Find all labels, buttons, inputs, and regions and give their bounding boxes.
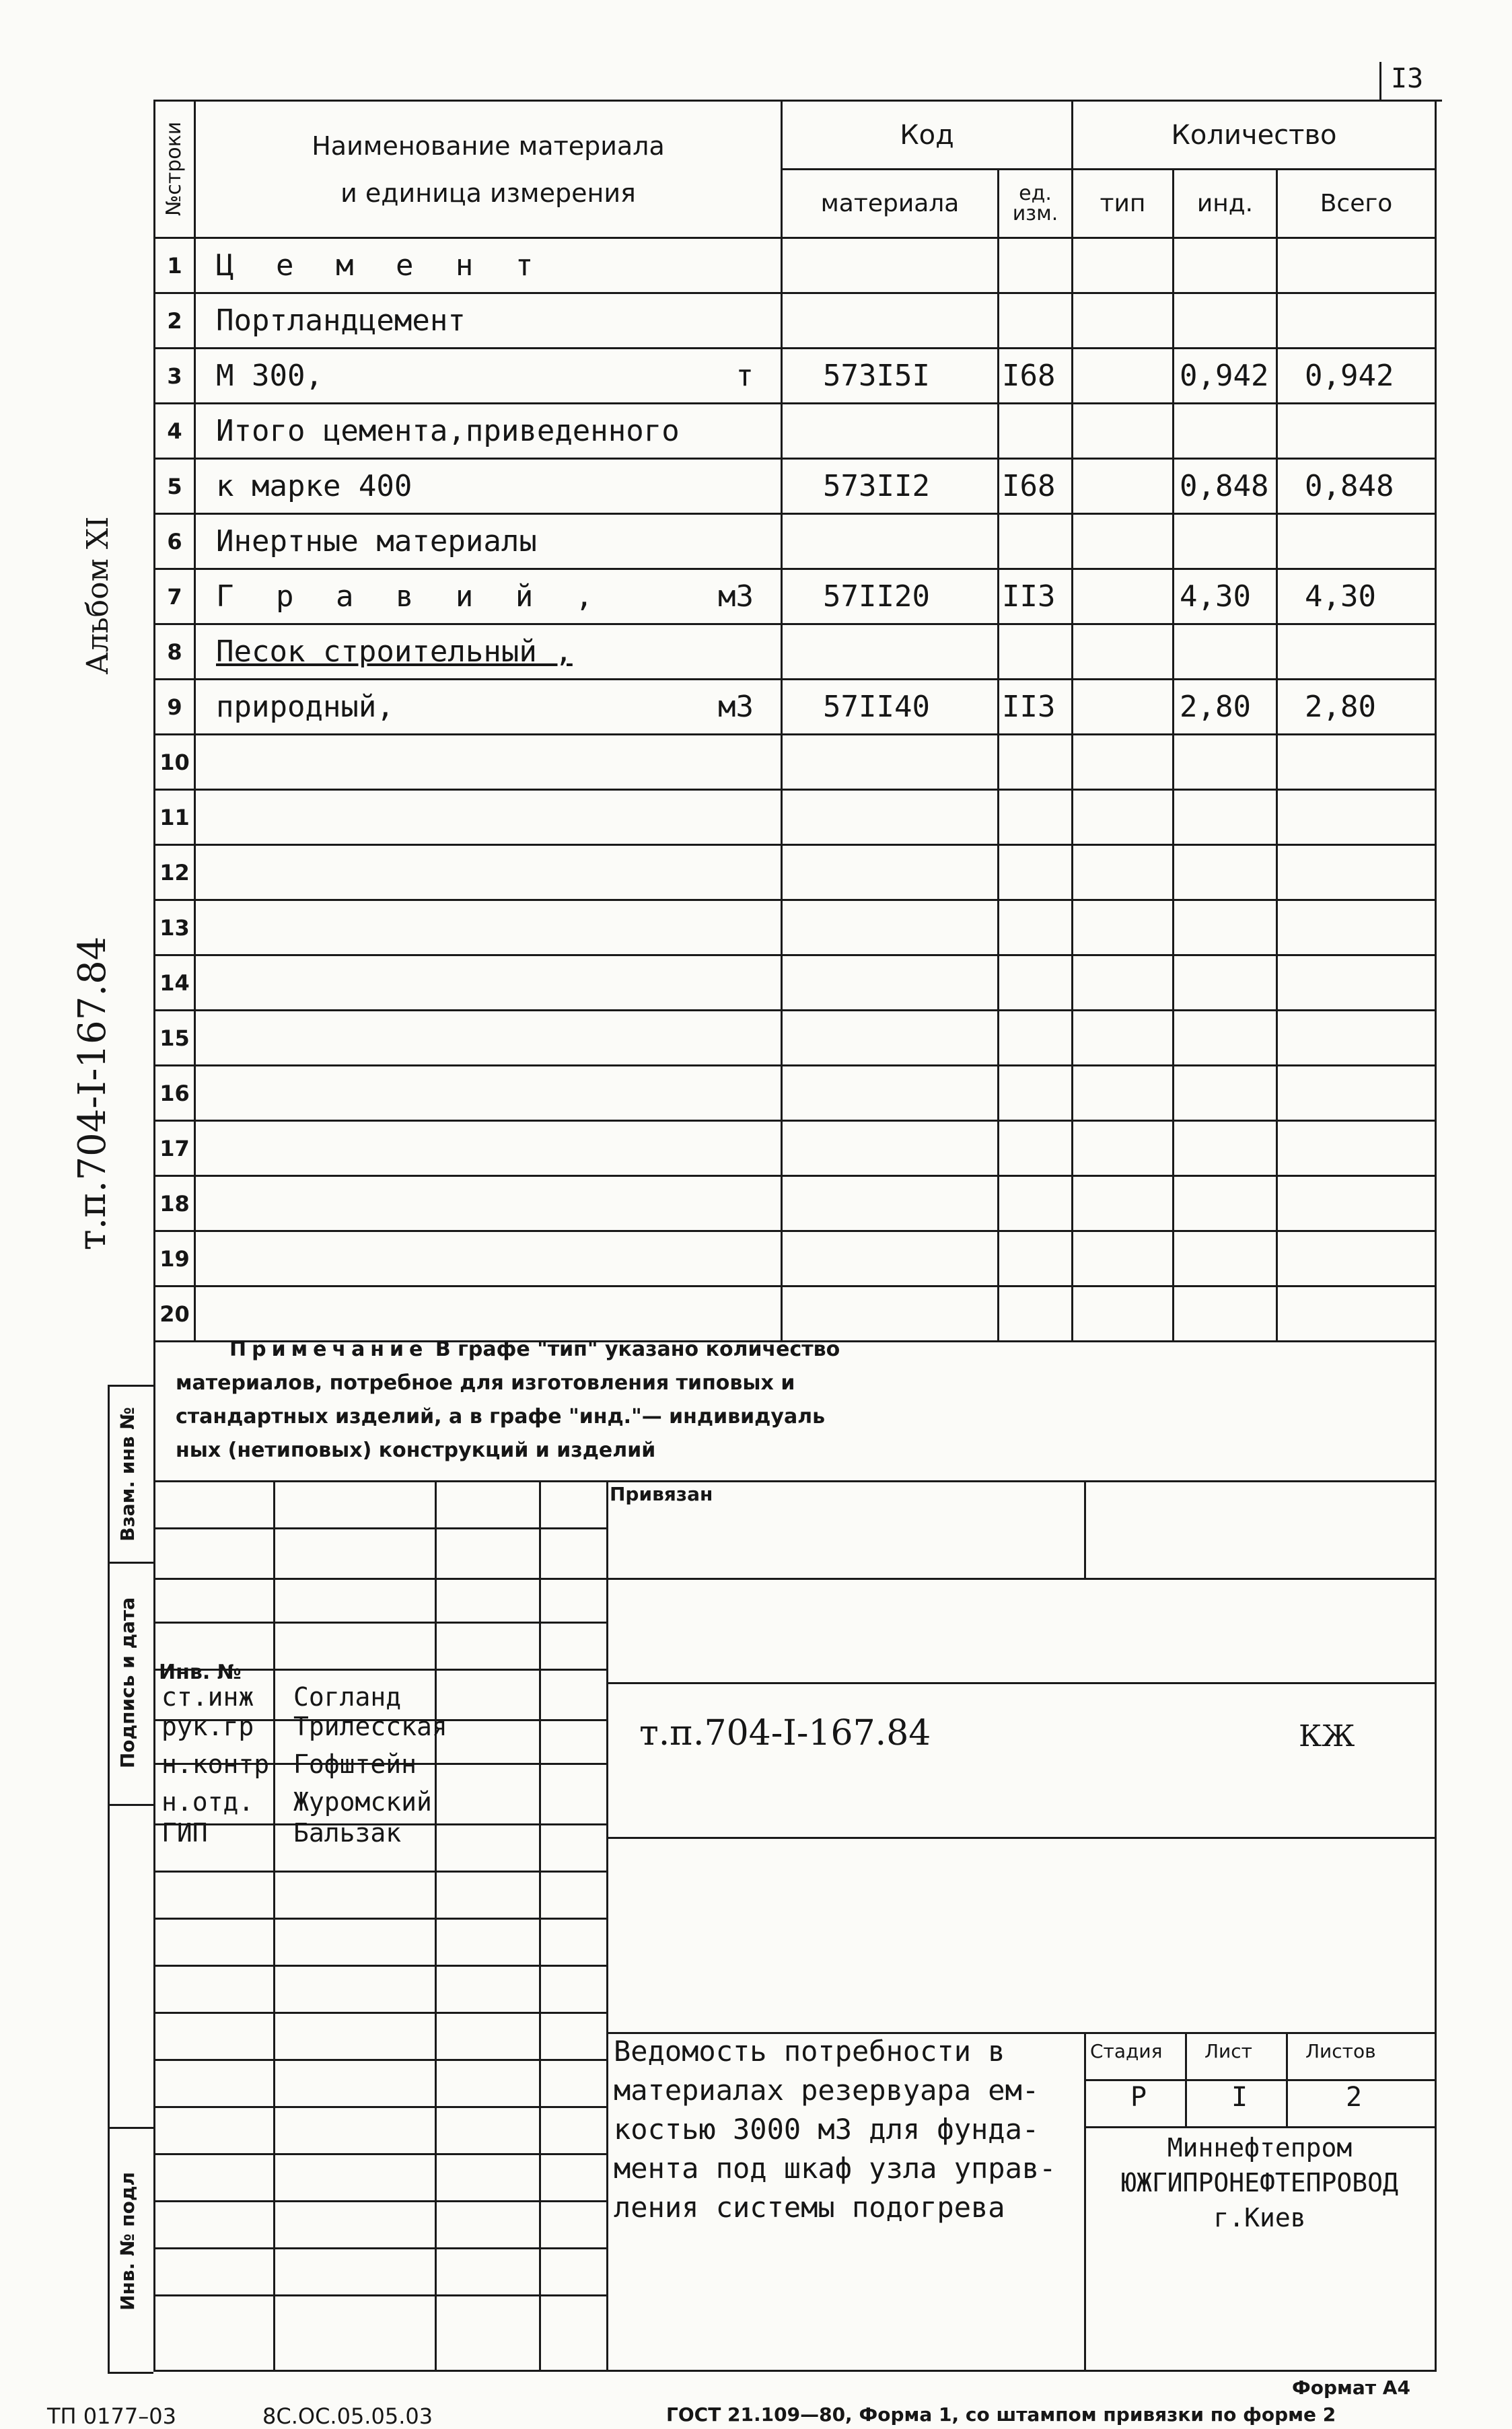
row-code: 57II40 (782, 680, 999, 735)
table-row (155, 624, 1436, 680)
header-unit: ед. изм. (999, 170, 1073, 238)
row-name (195, 900, 782, 955)
row-number: 3 (155, 349, 195, 404)
row-total (1277, 1231, 1436, 1286)
stamp-role: рук.гр (161, 1712, 254, 1741)
row-ind: 2,80 (1174, 680, 1277, 735)
row-code (782, 624, 999, 680)
row-total: 0,942 (1277, 349, 1436, 404)
row-total (1277, 404, 1436, 459)
row-type (1073, 1066, 1174, 1121)
row-type (1073, 1176, 1174, 1231)
stamp-signer-name: Трилесская (293, 1712, 447, 1741)
row-type (1073, 790, 1174, 845)
row-name: Инертные материалы (195, 514, 782, 569)
header-material: материала (782, 170, 999, 238)
stage-label: Стадия (1090, 2040, 1163, 2062)
row-unit-code: II3 (999, 680, 1073, 735)
row-ind (1174, 845, 1277, 900)
stamp-role: ст.инж (161, 1682, 254, 1712)
row-name (195, 1121, 782, 1176)
row-number: 19 (155, 1231, 195, 1286)
row-type (1073, 293, 1174, 349)
row-name (195, 1176, 782, 1231)
row-total: 2,80 (1277, 680, 1436, 735)
table-row (155, 790, 1436, 845)
side-fields (108, 1385, 153, 2374)
page-number: I3 (1391, 63, 1424, 94)
footer-mid-code: 8С.ОС.05.05.03 (262, 2403, 433, 2429)
row-code (782, 293, 999, 349)
row-code (782, 955, 999, 1011)
row-number: 6 (155, 514, 195, 569)
field-podpis: Подпись и дата (116, 1597, 139, 1769)
row-code (782, 238, 999, 293)
row-total (1277, 1176, 1436, 1231)
stamp-role: н.отд. (161, 1787, 254, 1817)
row-number: 12 (155, 845, 195, 900)
sheet-label: Лист (1204, 2040, 1252, 2062)
row-number: 13 (155, 900, 195, 955)
header-ind: инд. (1174, 170, 1277, 238)
row-number: 14 (155, 955, 195, 1011)
row-total (1277, 790, 1436, 845)
row-number: 11 (155, 790, 195, 845)
row-type (1073, 845, 1174, 900)
row-type (1073, 349, 1174, 404)
table-row (155, 404, 1436, 459)
row-type (1073, 1011, 1174, 1066)
field-vzam: Взам. инв № (116, 1407, 139, 1542)
row-unit-code (999, 514, 1073, 569)
field-inv-podl: Инв. № подл (116, 2171, 139, 2311)
row-ind (1174, 404, 1277, 459)
row-name: природный, м3 (195, 680, 782, 735)
row-total (1277, 955, 1436, 1011)
row-number: 7 (155, 569, 195, 624)
stamp-mark: КЖ (1299, 1719, 1355, 1753)
note-box (153, 1331, 1437, 1482)
table-row (155, 459, 1436, 514)
row-number: 18 (155, 1176, 195, 1231)
stamp-role: ГИП (161, 1818, 208, 1848)
row-code (782, 1066, 999, 1121)
sheets-label: Листов (1305, 2040, 1376, 2062)
stamp-signer-name: Согланд (293, 1682, 402, 1712)
row-code (782, 735, 999, 790)
row-name (195, 1066, 782, 1121)
row-unit-code (999, 1066, 1073, 1121)
row-total (1277, 1066, 1436, 1121)
row-unit-code (999, 955, 1073, 1011)
row-ind (1174, 735, 1277, 790)
header-type: тип (1073, 170, 1174, 238)
row-type (1073, 1231, 1174, 1286)
row-unit-code (999, 845, 1073, 900)
row-total (1277, 514, 1436, 569)
footer-gost: ГОСТ 21.109—80, Форма 1, со штампом привязки по форме 2 (666, 2403, 1336, 2426)
row-type (1073, 735, 1174, 790)
side-designation: т.п.704-I-167.84 (71, 936, 114, 1251)
row-type (1073, 900, 1174, 955)
row-code (782, 514, 999, 569)
row-number: 9 (155, 680, 195, 735)
row-type (1073, 1121, 1174, 1176)
stamp-role: н.контр (161, 1749, 270, 1779)
table-row (155, 238, 1436, 293)
row-number: 10 (155, 735, 195, 790)
row-ind (1174, 514, 1277, 569)
note-line1: В графе "тип" указано количество (435, 1338, 840, 1361)
row-code: 573I5I (782, 349, 999, 404)
row-total: 0,848 (1277, 459, 1436, 514)
row-name: Г р а в и й , м3 (195, 569, 782, 624)
stamp (153, 1480, 1437, 2372)
sheet-value: I (1231, 2082, 1248, 2113)
row-ind (1174, 1176, 1277, 1231)
row-ind: 4,30 (1174, 569, 1277, 624)
row-type (1073, 955, 1174, 1011)
row-total (1277, 900, 1436, 955)
inv-no-label: Инв. № (159, 1661, 242, 1684)
row-total: 4,30 (1277, 569, 1436, 624)
table-row (155, 955, 1436, 1011)
row-number: 8 (155, 624, 195, 680)
row-code (782, 790, 999, 845)
stamp-signer-name: Гофштейн (293, 1749, 417, 1779)
row-unit-code (999, 1231, 1073, 1286)
header-quantity: Количество (1073, 101, 1436, 170)
row-unit-code (999, 790, 1073, 845)
table-row (155, 845, 1436, 900)
row-number: 4 (155, 404, 195, 459)
note-heading: Примечание (229, 1338, 429, 1361)
row-name (195, 1011, 782, 1066)
row-name (195, 735, 782, 790)
row-ind (1174, 293, 1277, 349)
row-unit-code: I68 (999, 349, 1073, 404)
table-row (155, 735, 1436, 790)
row-name (195, 1231, 782, 1286)
row-ind (1174, 624, 1277, 680)
footer-left-code: ТП 0177–03 (47, 2403, 176, 2429)
table-row (155, 900, 1436, 955)
row-ind (1174, 790, 1277, 845)
table-row (155, 293, 1436, 349)
row-unit-code (999, 238, 1073, 293)
sheets-value: 2 (1346, 2082, 1363, 2113)
row-unit-code (999, 404, 1073, 459)
table-row (155, 1121, 1436, 1176)
row-number: 5 (155, 459, 195, 514)
format-label: Формат А4 (1292, 2377, 1410, 2399)
row-name (195, 955, 782, 1011)
row-type (1073, 459, 1174, 514)
privyazan-label: Привязан (610, 1483, 713, 1505)
stamp-signer-name: Журомский (293, 1787, 432, 1817)
row-name (195, 790, 782, 845)
note-line3: стандартных изделий, а в графе "инд."— индивидуаль (176, 1405, 826, 1428)
header-code: Код (782, 101, 1073, 170)
note-line4: ных (нетиповых) конструкций и изделий (176, 1439, 656, 1462)
row-code (782, 1176, 999, 1231)
row-unit-code (999, 1121, 1073, 1176)
stage-value: Р (1130, 2082, 1147, 2113)
row-number: 20 (155, 1286, 195, 1342)
row-name: Итого цемента,приведенного (195, 404, 782, 459)
row-name: Портландцемент (195, 293, 782, 349)
table-row (155, 680, 1436, 735)
row-number: 1 (155, 238, 195, 293)
row-ind: 0,942 (1174, 349, 1277, 404)
row-total (1277, 845, 1436, 900)
table-row (155, 1176, 1436, 1231)
table-row (155, 569, 1436, 624)
row-unit-code (999, 735, 1073, 790)
row-total (1277, 624, 1436, 680)
row-unit-code: II3 (999, 569, 1073, 624)
row-type (1073, 624, 1174, 680)
row-ind (1174, 1011, 1277, 1066)
row-code: 573II2 (782, 459, 999, 514)
row-unit-code (999, 900, 1073, 955)
row-type (1073, 404, 1174, 459)
row-type (1073, 569, 1174, 624)
table-row (155, 1011, 1436, 1066)
row-type (1073, 680, 1174, 735)
row-code (782, 1231, 999, 1286)
row-ind (1174, 1066, 1277, 1121)
row-type (1073, 514, 1174, 569)
row-code (782, 1011, 999, 1066)
row-type (1073, 238, 1174, 293)
album-label: Альбом XI (81, 516, 115, 675)
row-total (1277, 1121, 1436, 1176)
row-ind (1174, 1121, 1277, 1176)
row-total (1277, 735, 1436, 790)
stamp-designation: т.п.704-I-167.84 (639, 1713, 931, 1753)
table-row (155, 1231, 1436, 1286)
row-unit-code (999, 1176, 1073, 1231)
materials-table (153, 100, 1437, 1342)
row-name: М 300, т (195, 349, 782, 404)
row-code (782, 404, 999, 459)
stamp-signer-name: Бальзак (293, 1818, 402, 1848)
page-number-box (1379, 62, 1442, 102)
row-number: 15 (155, 1011, 195, 1066)
organization: Миннефтепром ЮЖГИПРОНЕФТЕПРОВОД г.Киев (1121, 2133, 1398, 2233)
header-total: Всего (1277, 170, 1436, 238)
row-unit-code (999, 1011, 1073, 1066)
header-row-no: №строки (155, 101, 195, 238)
note-line2: материалов, потребное для изготовления типовых и (176, 1371, 795, 1395)
row-code (782, 900, 999, 955)
header-name: Наименование материала и единица измерения (195, 101, 782, 238)
stamp-title: Ведомость потребности в материалах резервуара ем- костью 3000 м3 для фунда- мента под шкаф узла управ- ления системы подогрева (614, 2035, 1056, 2224)
row-code (782, 1121, 999, 1176)
row-unit-code: I68 (999, 459, 1073, 514)
row-number: 17 (155, 1121, 195, 1176)
row-total (1277, 293, 1436, 349)
table-row (155, 1066, 1436, 1121)
row-ind: 0,848 (1174, 459, 1277, 514)
row-name (195, 845, 782, 900)
row-ind (1174, 900, 1277, 955)
table-row (155, 349, 1436, 404)
row-ind (1174, 1231, 1277, 1286)
row-ind (1174, 238, 1277, 293)
row-number: 16 (155, 1066, 195, 1121)
row-unit-code (999, 293, 1073, 349)
row-code: 57II20 (782, 569, 999, 624)
row-name: к марке 400 (195, 459, 782, 514)
row-name: Песок строительный , (195, 624, 782, 680)
row-ind (1174, 955, 1277, 1011)
row-code (782, 845, 999, 900)
row-total (1277, 238, 1436, 293)
row-number: 2 (155, 293, 195, 349)
row-unit-code (999, 624, 1073, 680)
row-name: Ц е м е н т (195, 238, 782, 293)
table-row (155, 514, 1436, 569)
row-total (1277, 1011, 1436, 1066)
